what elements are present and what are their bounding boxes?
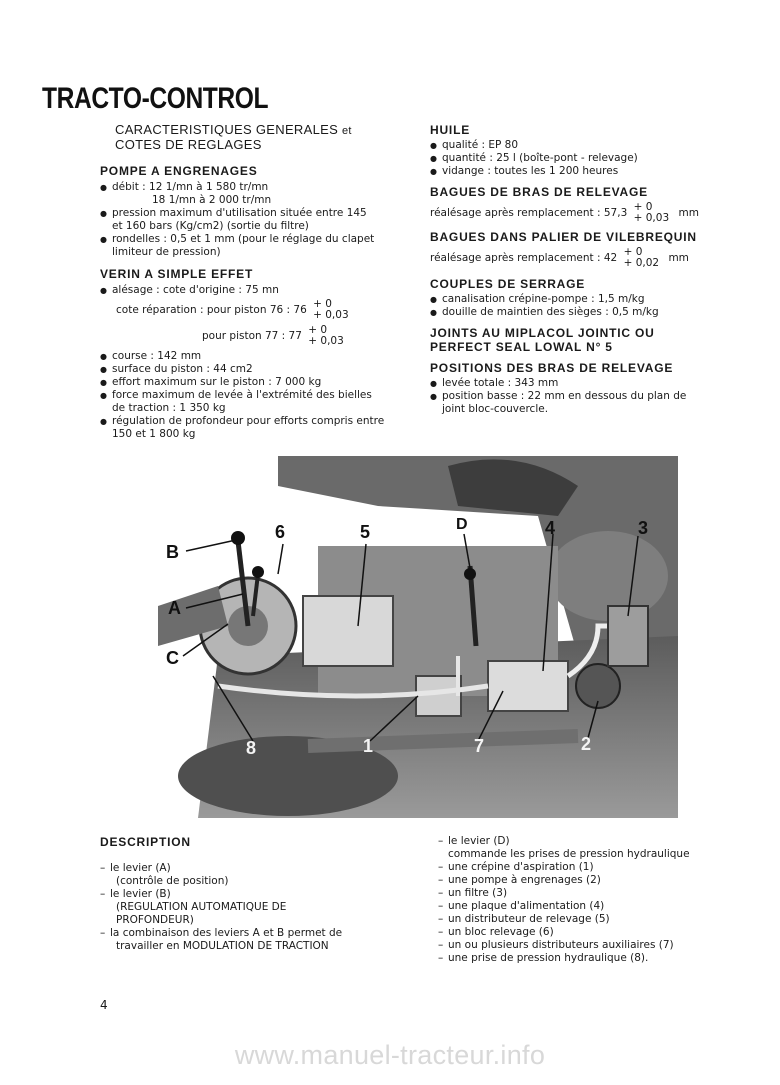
photo-label-7: 7 [474,736,485,756]
bagues-bras-tolerance [634,202,670,224]
desc-right-7: – un bloc relevage (6) [438,926,738,939]
pompe-rondelles: ● rondelles : 0,5 et 1 mm (pour le réglage du clapet [100,233,400,246]
bagues-palier-heading: BAGUES DANS PALIER DE VILEBREQUIN [430,230,697,244]
tol-top: + 0 [308,324,328,336]
page-number: 4 [100,998,108,1012]
pompe-heading: POMPE A ENGRENAGES [100,164,258,178]
verin-rep77-text: pour piston 77 : 77 [202,330,302,342]
photo-label-3: 3 [638,518,649,538]
bagues-palier-row [430,247,720,269]
verin-force-2: de traction : 1 350 kg [112,402,226,414]
bagues-bras-unit: mm [678,207,699,219]
desc-left-3: (REGULATION AUTOMATIQUE DE [116,901,287,913]
header-line2: COTES DE REGLAGES [115,137,262,152]
joints-heading-1: JOINTS AU MIPLACOL JOINTIC OU [430,326,655,340]
verin-regulation-2: 150 et 1 800 kg [112,428,196,440]
verin-regulation: ● régulation de profondeur pour efforts compris entre [100,415,400,428]
positions-basse-2: joint bloc-couvercle. [442,403,549,415]
positions-basse: ● position basse : 22 mm en dessous du plan de [430,390,720,403]
huile-qualite: ● qualité : EP 80 [430,139,720,152]
photo-label-a: A [168,598,181,618]
desc-left-6: travailler en MODULATION DE TRACTION [116,940,329,952]
bagues-palier-unit: mm [668,252,689,264]
photo-label-1: 1 [363,736,374,756]
desc-right-4: – un filtre (3) [438,887,738,900]
verin-surface: ● surface du piston : 44 cm2 [100,363,400,376]
bagues-bras-text: réalésage après remplacement : 57,3 [430,207,628,219]
section-header [115,123,352,152]
couples-canalisation: ● canalisation crépine-pompe : 1,5 m/kg [430,293,720,306]
joints-heading-2: PERFECT SEAL LOWAL N° 5 [430,340,613,354]
couples-douille: ● douille de maintien des sièges : 0,5 m/kg [430,306,720,319]
description-heading: DESCRIPTION [100,835,191,849]
photo-label-b: B [166,542,179,562]
tol-top: + 0 [633,201,653,213]
photo-label-4: 4 [545,518,556,538]
huile-vidange: ● vidange : toutes les 1 200 heures [430,165,720,178]
page-title: TRACTO-CONTROL [42,82,269,115]
verin-rep76 [100,299,400,321]
bagues-palier-text: réalésage après remplacement : 42 [430,252,618,264]
bagues-palier-tolerance [624,247,660,269]
desc-right-0: – le levier (D) [438,835,738,848]
bagues-bras-row [430,202,720,224]
verin-force: ● force maximum de levée à l'extrémité des bielles [100,389,400,402]
footer-url: www.manuel-tracteur.info [234,1040,546,1070]
desc-right-9: – une prise de pression hydraulique (8). [438,952,738,965]
huile-quantite: ● quantité : 25 l (boîte-pont - relevage) [430,152,720,165]
desc-left-4: PROFONDEUR) [116,914,194,926]
positions-levee: ● levée totale : 343 mm [430,377,720,390]
tol-top: + 0 [623,246,643,258]
desc-left-1: (contrôle de position) [116,875,229,887]
pompe-debit-2: 18 1/mn à 2 000 tr/mn [152,194,272,206]
pompe-pression-2: et 160 bars (Kg/cm2) (sortie du filtre) [112,220,309,232]
positions-heading: POSITIONS DES BRAS DE RELEVAGE [430,361,674,375]
desc-right-5: – une plaque d'alimentation (4) [438,900,738,913]
desc-right-1: commande les prises de pression hydraulique [448,848,690,860]
tol-bottom: + 0,03 [633,212,670,224]
photo-label-c: C [166,648,179,668]
description-left [100,862,400,953]
photo-illustration [158,456,678,818]
verin-effort: ● effort maximum sur le piston : 7 000 kg [100,376,400,389]
photo-label-2: 2 [581,734,592,754]
pompe-rondelles-2: limiteur de pression) [112,246,221,258]
tol-bottom: + 0,02 [623,257,660,269]
verin-rep77 [100,325,400,347]
pompe-pression: ● pression maximum d'utilisation située entre 145 [100,207,400,220]
tol-top: + 0 [313,298,332,310]
desc-right-8: – un ou plusieurs distributeurs auxiliaires (7) [438,939,738,952]
tractor-hydraulics-photo [158,456,678,818]
desc-right-6: – un distributeur de relevage (5) [438,913,738,926]
right-column [430,123,720,416]
couples-heading: COUPLES DE SERRAGE [430,277,586,291]
photo-label-d: D [456,516,468,533]
bagues-bras-heading: BAGUES DE BRAS DE RELEVAGE [430,185,648,199]
verin-rep77-tolerance [308,325,344,347]
desc-left-5: – la combinaison des leviers A et B permet de [100,927,400,940]
desc-left-0: – le levier (A) [100,862,400,875]
desc-right-3: – une pompe à engrenages (2) [438,874,738,887]
tol-bottom: + 0,03 [308,335,344,347]
photo-label-6: 6 [275,522,286,542]
verin-alesage: ● alésage : cote d'origine : 75 mn [100,284,400,297]
pompe-debit: ● débit : 12 1/mn à 1 580 tr/mn [100,181,400,194]
description-right [438,835,738,965]
photo-label-5: 5 [360,522,371,542]
verin-heading: VERIN A SIMPLE EFFET [100,267,254,281]
photo-label-8: 8 [246,738,257,758]
tol-bottom: + 0,03 [313,309,349,321]
desc-left-2: – le levier (B) [100,888,400,901]
header-line1: CARACTERISTIQUES GENERALES [115,122,339,137]
verin-rep76-text: cote réparation : pour piston 76 : 76 [116,304,307,316]
verin-rep76-tolerance [313,299,349,321]
joints-heading [430,326,720,354]
left-column [100,164,400,441]
header-line1-suffix: et [342,125,352,137]
huile-heading: HUILE [430,123,470,137]
desc-right-2: – une crépine d'aspiration (1) [438,861,738,874]
verin-course: ● course : 142 mm [100,350,400,363]
